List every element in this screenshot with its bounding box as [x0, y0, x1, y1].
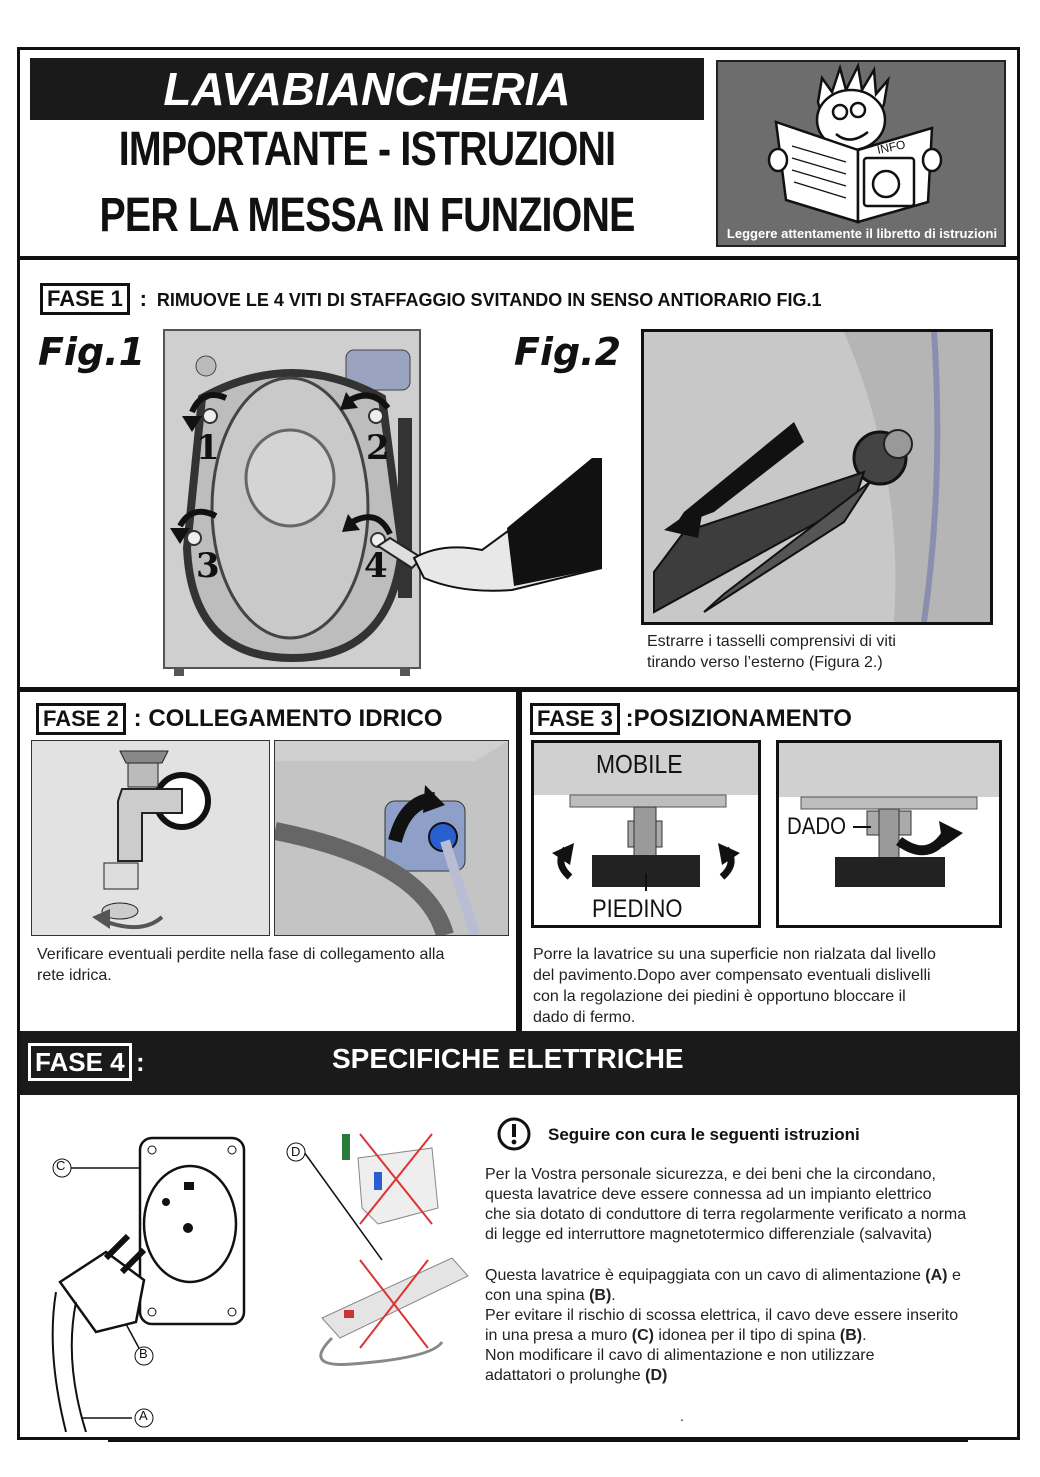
fase3-foot-illustration	[531, 740, 761, 928]
fase3-label: FASE 3	[530, 703, 620, 735]
fase4-separator: :	[136, 1047, 145, 1077]
info-reading-illustration	[716, 60, 1006, 247]
fase2-text-line-1: Verificare eventuali perdite nella fase di collegamento alla	[37, 946, 445, 963]
fase4-para1-line-3: che sia dotato di conduttore di terra regolarmente verificato a norma	[485, 1206, 967, 1223]
fase4-para2-line-4	[485, 1326, 867, 1347]
headline-line-2: PER LA MESSA IN FUNZIONE	[99, 189, 635, 242]
fase2-text-line-2: rete idrica.	[37, 967, 112, 984]
fase3-text-line-2: del pavimento.Dopo aver compensato eventuali dislivelli	[533, 967, 931, 984]
fase3-title: :POSIZIONAMENTO	[625, 705, 852, 732]
fig2-pliers-illustration	[641, 329, 993, 625]
warning-icon	[496, 1116, 532, 1152]
fase1-label: FASE 1	[40, 283, 130, 315]
info-caption: Leggere attentamente il libretto di istruzioni	[726, 226, 998, 241]
fase2-inlet-illustration	[274, 740, 509, 936]
screw-number-4: 4	[364, 546, 388, 586]
headline-line-1: IMPORTANTE - ISTRUZIONI	[118, 123, 616, 176]
fase4-label: FASE 4	[28, 1043, 132, 1081]
fase3-text-line-3: con la regolazione dei piedini è opportuno bloccare il	[533, 988, 906, 1005]
para2-line4-mid: idonea per il tipo di spina	[653, 1327, 840, 1344]
fase4-title: SPECIFICHE ELETTRICHE	[332, 1043, 684, 1074]
screw-number-2: 2	[366, 428, 390, 468]
footer-dot: .	[680, 1408, 684, 1424]
screw-number-1: 1	[196, 428, 220, 468]
ref-b-2: (B)	[839, 1327, 863, 1344]
fase4-para2-line-3: Per evitare il rischio di scossa elettrica, il cavo deve essere inserito	[485, 1307, 959, 1324]
para2-line4-end: .	[862, 1327, 867, 1344]
info-badge-label: INFO	[875, 137, 907, 157]
fase4-para2-line-5: Non modificare il cavo di alimentazione e non utilizzare	[485, 1347, 875, 1364]
fase2-label: FASE 2	[36, 703, 126, 735]
fig2-caption-line-1: Estrarre i tasselli comprensivi di viti	[647, 633, 896, 650]
fase3-nut-illustration	[776, 740, 1002, 928]
fase4-para1-line-4: di legge ed interruttore magnetotermico differenziale (salvavita)	[485, 1226, 933, 1243]
fase4-para2-line-1	[485, 1266, 961, 1287]
para2-line1-text: Questa lavatrice è equipaggiata con un cavo di alimentazione	[485, 1267, 926, 1284]
document-title: LAVABIANCHERIA	[30, 58, 704, 120]
fase4-para1-line-2: questa lavatrice deve essere connessa ad un impianto elettrico	[485, 1186, 932, 1203]
fase3-text-line-4: dado di fermo.	[533, 1009, 636, 1026]
para2-line1-end: e	[947, 1267, 961, 1284]
fig2-label: Fig.2	[514, 330, 622, 374]
divider-header	[20, 256, 1020, 260]
plug-socket-illustration	[36, 1132, 276, 1432]
callout-a: A	[139, 1408, 148, 1423]
fase2-heading	[36, 703, 443, 735]
fig1-washer-back-illustration	[162, 328, 602, 680]
label-piedino: PIEDINO	[592, 895, 683, 923]
screw-number-3: 3	[196, 546, 220, 586]
fase4-para1-line-1: Per la Vostra personale sicurezza, e dei beni che la circondano,	[485, 1166, 936, 1183]
ref-a: (A)	[925, 1267, 948, 1284]
warning-heading: Seguire con cura le seguenti istruzioni	[548, 1125, 860, 1144]
ref-c: (C)	[631, 1327, 654, 1344]
fase1-heading	[40, 283, 822, 315]
para2-line2-end: .	[611, 1287, 616, 1304]
label-dado: DADO	[787, 813, 846, 840]
divider-fase2-fase3	[516, 690, 522, 1032]
fig2-caption-line-2: tirando verso l’esterno (Figura 2.)	[647, 654, 883, 671]
fase1-separator: :	[139, 286, 147, 311]
adapters-not-allowed-illustration	[282, 1128, 472, 1388]
label-mobile: MOBILE	[596, 749, 683, 779]
fase3-text-line-1: Porre la lavatrice su una superficie non rialzata dal livello	[533, 946, 936, 963]
fase3-heading	[530, 703, 852, 735]
fase1-text: RIMUOVE LE 4 VITI DI STAFFAGGIO SVITANDO IN SENSO ANTIORARIO FIG.1	[156, 290, 822, 310]
fase2-tap-illustration	[31, 740, 270, 936]
fase4-para2-line-2	[485, 1286, 616, 1307]
ref-d: (D)	[645, 1367, 668, 1384]
fase4-heading	[28, 1043, 145, 1081]
callout-c: C	[56, 1158, 66, 1173]
fase2-title: : COLLEGAMENTO IDRICO	[133, 705, 443, 732]
fig1-label: Fig.1	[38, 330, 146, 374]
fase4-para2-line-6	[485, 1366, 667, 1387]
para2-line6-text: adattatori o prolunghe	[485, 1367, 646, 1384]
para2-line2-text: con una spina	[485, 1287, 590, 1304]
callout-d: D	[291, 1144, 301, 1159]
footer-line	[108, 1440, 968, 1442]
callout-b: B	[139, 1346, 148, 1361]
ref-b: (B)	[589, 1287, 612, 1304]
para2-line4-text: in una presa a muro	[485, 1327, 632, 1344]
